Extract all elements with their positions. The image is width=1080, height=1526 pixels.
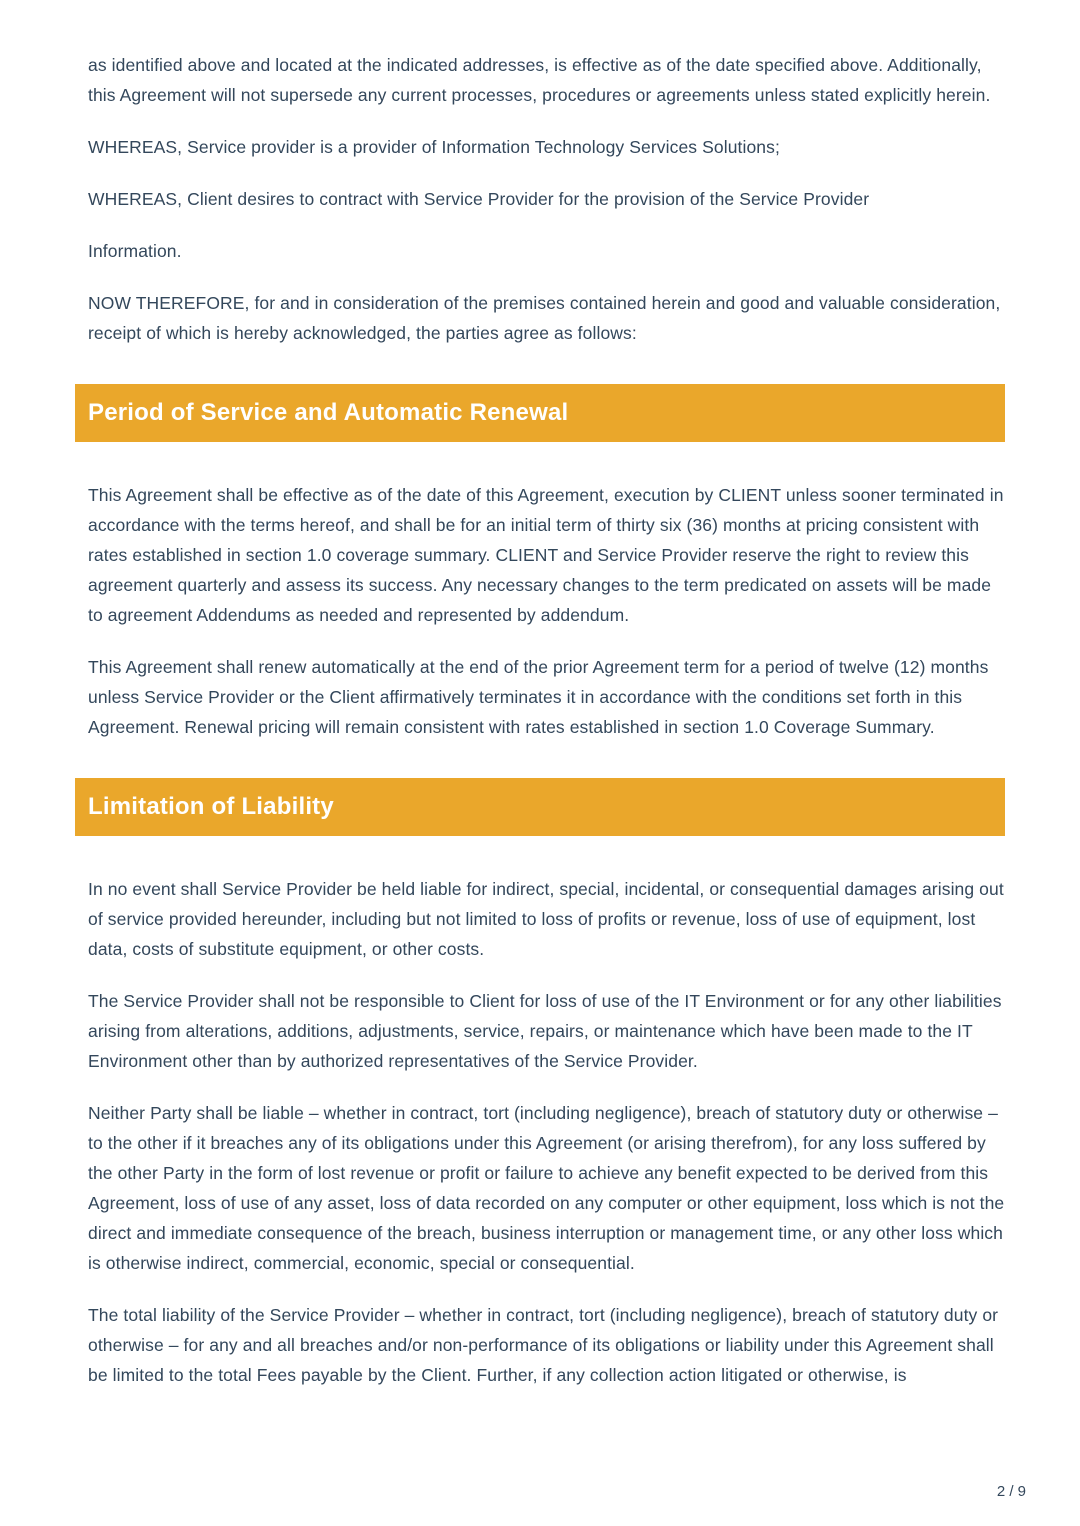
paragraph-whereas-client: WHEREAS, Client desires to contract with Service Provider for the provision of the Service Provider [88, 189, 870, 209]
paragraph-liability-2: The Service Provider shall not be responsible to Client for loss of use of the IT Environment or for any other liabilities arising from alterations, additions, adjustments, service, repairs, or maintenance which have been made to the IT Environment other than by authorized representatives of the Service Provider. [88, 991, 1002, 1071]
paragraph-now-therefore: NOW THEREFORE, for and in consideration of the premises contained herein and good and valuable consideration, receipt of which is hereby acknowledged, the parties agree as follows: [88, 293, 1001, 343]
paragraph-period-1: This Agreement shall be effective as of the date of this Agreement, execution by CLIENT unless sooner terminated in accordance with the terms hereof, and shall be for an initial term of thirty six (36) months at pricing consistent with rates established in section 1.0 coverage summary. CLIENT and Service Provider reserve the right to review this agreement quarterly and assess its success. Any necessary changes to the term predicated on assets will be made to agreement Addendums as needed and represented by addendum. [88, 485, 1004, 625]
paragraph-liability-4: The total liability of the Service Provider – whether in contract, tort (including negligence), breach of statutory duty or otherwise – for any and all breaches and/or non-performance of its obligations or liability under this Agreement shall be limited to the total Fees payable by the Client. Further, if any collection action litigated or otherwise, is [88, 1305, 999, 1385]
paragraph-information: Information. [88, 241, 182, 261]
paragraph-liability-1: In no event shall Service Provider be held liable for indirect, special, incidental, or consequential damages arising out of service provided hereunder, including but not limited to loss of profits or revenue, loss of use of equipment, lost data, costs of substitute equipment, or other costs. [88, 879, 1004, 959]
paragraph-liability-3: Neither Party shall be liable – whether in contract, tort (including negligence), breach of statutory duty or otherwise – to the other if it breaches any of its obligations under this Agreement (or arising therefrom), for any loss suffered by the other Party in the form of lost revenue or profit or failure to achieve any benefit expected to be derived from this Agreement, loss of use of any asset, loss of data recorded on any computer or other equipment, loss which is not the direct and immediate consequence of the breach, business interruption or management time, or any other loss which is otherwise indirect, commercial, economic, special or consequential. [88, 1103, 1005, 1273]
paragraph-whereas-provider: WHEREAS, Service provider is a provider of Information Technology Services Solutions; [88, 137, 780, 157]
paragraph-intro: as identified above and located at the indicated addresses, is effective as of the date specified above. Additionally, this Agreement will not supersede any current processes, procedures or agreements unless stated explicitly herein. [88, 55, 991, 105]
section-title-period-of-service: Period of Service and Automatic Renewal [88, 399, 569, 426]
section-header-limitation-of-liability [75, 778, 1005, 836]
document-content [75, 50, 1005, 1412]
paragraph-period-2: This Agreement shall renew automatically at the end of the prior Agreement term for a period of twelve (12) months unless Service Provider or the Client affirmatively terminates it in accordance with the conditions set forth in this Agreement. Renewal pricing will remain consistent with rates established in section 1.0 Coverage Summary. [88, 657, 989, 737]
section-title-limitation-of-liability: Limitation of Liability [88, 793, 334, 820]
page-indicator: 2 / 9 [996, 1483, 1026, 1500]
section-header-period-of-service [75, 384, 1005, 442]
